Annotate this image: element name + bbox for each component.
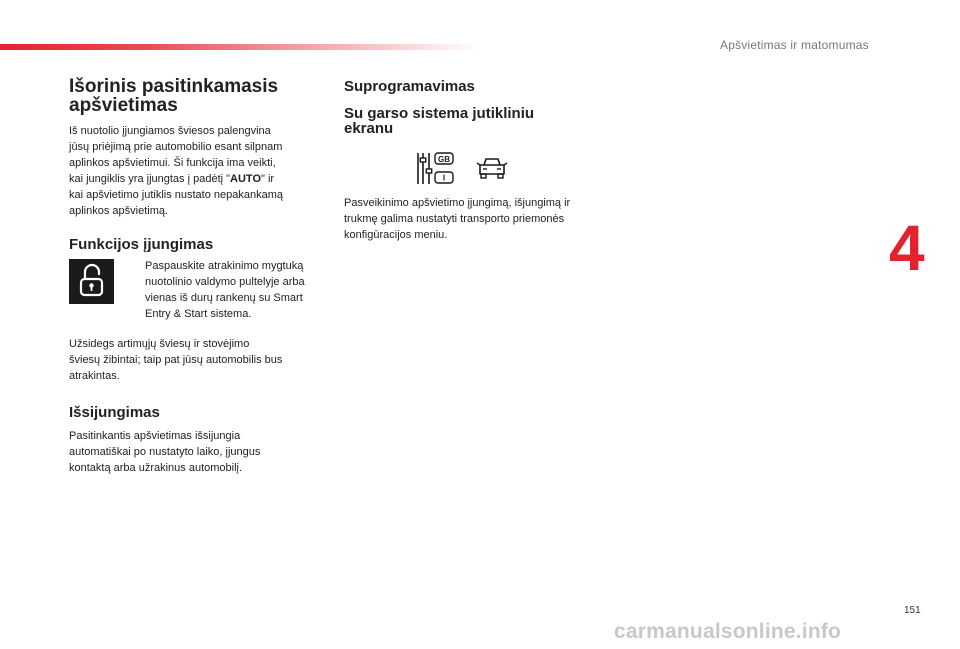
deactivation-line: automatiškai po nustatyto laiko, įjungus: [69, 446, 261, 458]
main-title-line-1: Išorinis pasitinkamasis: [69, 76, 279, 97]
car-icon: [476, 154, 508, 184]
activation-step-line: Paspauskite atrakinimo mygtuką: [145, 260, 304, 272]
i-label: I: [442, 173, 446, 183]
deactivation-line: Pasitinkantis apšvietimas išsijungia: [69, 430, 241, 442]
intro-line: Iš nuotolio įjungiamos šviesos palengvina: [69, 125, 271, 137]
intro-line-with-auto: [69, 171, 274, 187]
programming-body-line: Pasveikinimo apšvietimo įjungimą, išjungimą ir: [344, 197, 571, 209]
top-accent-bar: [0, 44, 480, 50]
intro-line-text: kai jungiklis yra įjungtas į padėtį ": [69, 173, 231, 185]
auto-position-label: AUTO: [230, 173, 262, 185]
gb-label: GB: [438, 154, 450, 164]
intro-line-text: " ir: [261, 173, 275, 185]
unlock-icon: [69, 259, 114, 304]
deactivation-heading: Išsijungimas: [69, 404, 160, 421]
page-number: 151: [904, 605, 921, 616]
activation-note-line: atrakintas.: [69, 370, 120, 382]
header-section-title: Apšvietimas ir matomumas: [720, 38, 869, 52]
intro-line: jūsų priėjimą prie automobilio esant silpnam: [69, 141, 283, 153]
main-title-line-2: apšvietimas: [69, 95, 178, 116]
activation-note-line: Užsidegs artimųjų šviesų ir stovėjimo: [69, 338, 250, 350]
programming-body-line: trukmę galima nustatyti transporto priemonės: [344, 213, 565, 225]
activation-step-line: Entry & Start sistema.: [145, 308, 252, 320]
footer-watermark: carmanualsonline.info: [614, 620, 842, 643]
intro-line: kai apšvietimo jutiklis nustato nepakankamą: [69, 189, 284, 201]
touchscreen-subheading-line-1: Su garso sistema jutikliniu: [344, 105, 535, 122]
activation-heading: Funkcijos įjungimas: [69, 236, 214, 253]
intro-line: aplinkos apšvietimą.: [69, 205, 169, 217]
activation-step-line: nuotolinio valdymo pultelyje arba: [145, 276, 305, 288]
programming-heading: Suprogramavimas: [344, 78, 475, 95]
deactivation-line: kontaktą arba užrakinus automobilį.: [69, 462, 243, 474]
programming-body-line: konfigūracijos meniu.: [344, 229, 448, 241]
chapter-number: 4: [889, 212, 925, 284]
settings-sliders-icon: [415, 152, 455, 186]
touchscreen-subheading-line-2: ekranu: [344, 120, 394, 137]
activation-note-line: šviesų žibintai; taip pat jūsų automobilis bus: [69, 354, 283, 366]
intro-line: aplinkos apšvietimui. Ši funkcija ima veikti,: [69, 157, 276, 169]
activation-step-line: vienas iš durų rankenų su Smart: [145, 292, 303, 304]
